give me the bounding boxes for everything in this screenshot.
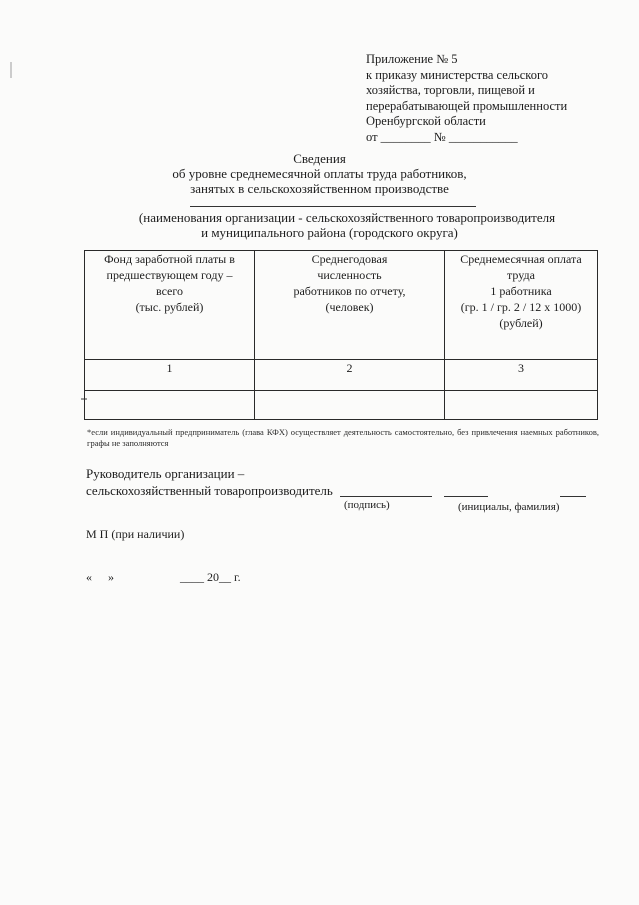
header-cell-headcount	[255, 251, 445, 360]
table-header-row	[85, 251, 598, 360]
appendix-line: Оренбургской области	[366, 114, 486, 128]
initials-line	[444, 496, 488, 497]
data-cell	[255, 391, 445, 420]
surname-line	[560, 496, 586, 497]
document-title	[0, 151, 639, 196]
column-number: 2	[255, 360, 445, 391]
wage-table	[84, 250, 598, 420]
column-number-row	[85, 360, 598, 391]
header-text: труда	[507, 268, 535, 282]
organization-note	[0, 210, 639, 240]
data-cell	[85, 391, 255, 420]
header-text: работников по отчету,	[293, 284, 406, 298]
column-number: 3	[445, 360, 598, 391]
header-text: Среднегодовая	[311, 252, 388, 266]
footnote: *если индивидуальный предприниматель (глава КФХ) осуществляет деятельность самостоятельно, без привлечения наемных работников, графы не заполняются	[87, 427, 599, 448]
title-line: занятых в сельскохозяйственном производстве	[190, 181, 449, 196]
header-text: (тыс. рублей)	[135, 300, 204, 314]
scan-mark	[10, 62, 12, 78]
signature-block	[86, 465, 333, 499]
header-text: (гр. 1 / гр. 2 / 12 х 1000)	[460, 300, 582, 314]
date-quote-close: »	[108, 570, 114, 584]
data-cell	[445, 391, 598, 420]
title-line: об уровне среднемесячной оплаты труда работников,	[172, 166, 467, 181]
appendix-line: хозяйства, торговли, пищевой и	[366, 83, 535, 97]
data-entry-row	[85, 391, 598, 420]
signature-label: сельскохозяйственный товаропроизводитель	[86, 483, 333, 498]
stamp-label: М П (при наличии)	[86, 527, 185, 541]
header-text: предшествующем году –	[106, 268, 233, 282]
organization-name-line	[190, 206, 476, 207]
header-text: (человек)	[325, 300, 374, 314]
appendix-line: Приложение № 5	[366, 52, 458, 66]
date-quote-open: «	[86, 570, 92, 584]
signature-line	[340, 496, 432, 497]
header-text: Среднемесячная оплата	[460, 252, 582, 266]
header-cell-average-wage	[445, 251, 598, 360]
title-line: Сведения	[293, 151, 346, 166]
header-text: Фонд заработной платы в	[104, 252, 235, 266]
header-cell-wage-fund	[85, 251, 255, 360]
header-text: (рублей)	[499, 316, 543, 330]
signature-caption: (подпись)	[344, 499, 390, 511]
header-text: численность	[317, 268, 382, 282]
org-note-line: (наименования организации - сельскохозяйственного товаропроизводителя	[138, 210, 556, 225]
appendix-line: к приказу министерства сельского	[366, 67, 549, 82]
appendix-line: от ________ № ___________	[366, 129, 518, 144]
signature-label: Руководитель организации –	[86, 466, 245, 481]
org-note-line: и муниципального района (городского округа)	[201, 225, 458, 240]
column-number: 1	[85, 360, 255, 391]
name-caption: (инициалы, фамилия)	[458, 501, 560, 513]
header-text: 1 работника	[490, 284, 552, 298]
appendix-block	[366, 52, 626, 145]
appendix-line: перерабатывающей промышленности	[366, 98, 568, 113]
date-year: ____ 20__ г.	[180, 570, 241, 584]
header-text: всего	[155, 284, 184, 298]
